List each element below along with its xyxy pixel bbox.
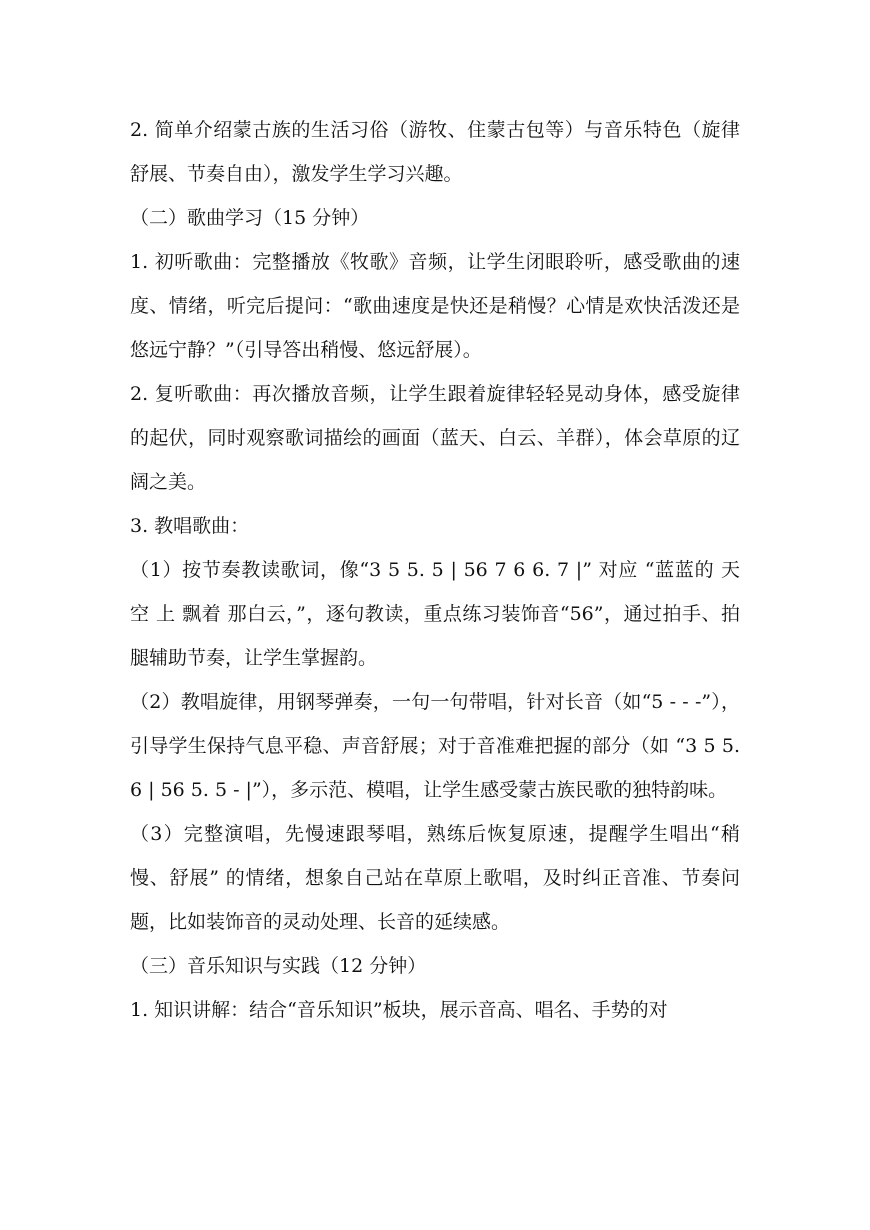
paragraph-second-listen: 2. 复听歌曲：再次播放音频，让学生跟着旋律轻轻晃动身体，感受旋律的起伏，同时观察歌词描绘的画面（蓝天、白云、羊群），体会草原的辽阔之美。 xyxy=(130,383,740,493)
document-body xyxy=(130,108,740,1032)
paragraph-first-listen: 1. 初听歌曲：完整播放《牧歌》音频，让学生闭眼聆听，感受歌曲的速度、情绪，听完后提问：“歌曲速度是快还是稍慢？心情是欢快活泼还是悠远宁静？”（引导答出稍慢、悠远舒展）。 xyxy=(130,251,740,361)
paragraph-knowledge-explain: 1. 知识讲解：结合“音乐知识”板块，展示音高、唱名、手势的对 xyxy=(130,999,668,1021)
section-heading-song-learning: （二）歌曲学习（15 分钟） xyxy=(130,207,370,229)
paragraph-teach-singing: 3. 教唱歌曲： xyxy=(130,515,250,537)
paragraph-intro-2: 2. 简单介绍蒙古族的生活习俗（游牧、住蒙古包等）与音乐特色（旋律舒展、节奏自由），激发学生学习兴趣。 xyxy=(130,119,740,185)
paragraph-step-1-rhythm: （1）按节奏教读歌词，像“3 5 5. 5 | 56 7 6 6. 7 |” 对应 “蓝蓝的 天 空 上 飘着 那白云，”，逐句教读，重点练习装饰音“56”，通过拍手、拍腿辅助节奏，让学生掌握韵。 xyxy=(130,559,740,669)
paragraph-step-3-full-singing: （3）完整演唱，先慢速跟琴唱，熟练后恢复原速，提醒学生唱出“稍慢、舒展” 的情绪，想象自己站在草原上歌唱，及时纠正音准、节奏问题，比如装饰音的灵动处理、长音的延续感。 xyxy=(130,823,740,933)
section-heading-music-knowledge: （三）音乐知识与实践（12 分钟） xyxy=(130,955,427,977)
paragraph-step-2-melody: （2）教唱旋律，用钢琴弹奏，一句一句带唱，针对长音（如“5 - - -”），引导学生保持气息平稳、声音舒展；对于音准难把握的部分（如 “3 5 5. 6 | 56 5. 5 - |”），多示范、模唱，让学生感受蒙古族民歌的独特韵味。 xyxy=(130,691,740,801)
